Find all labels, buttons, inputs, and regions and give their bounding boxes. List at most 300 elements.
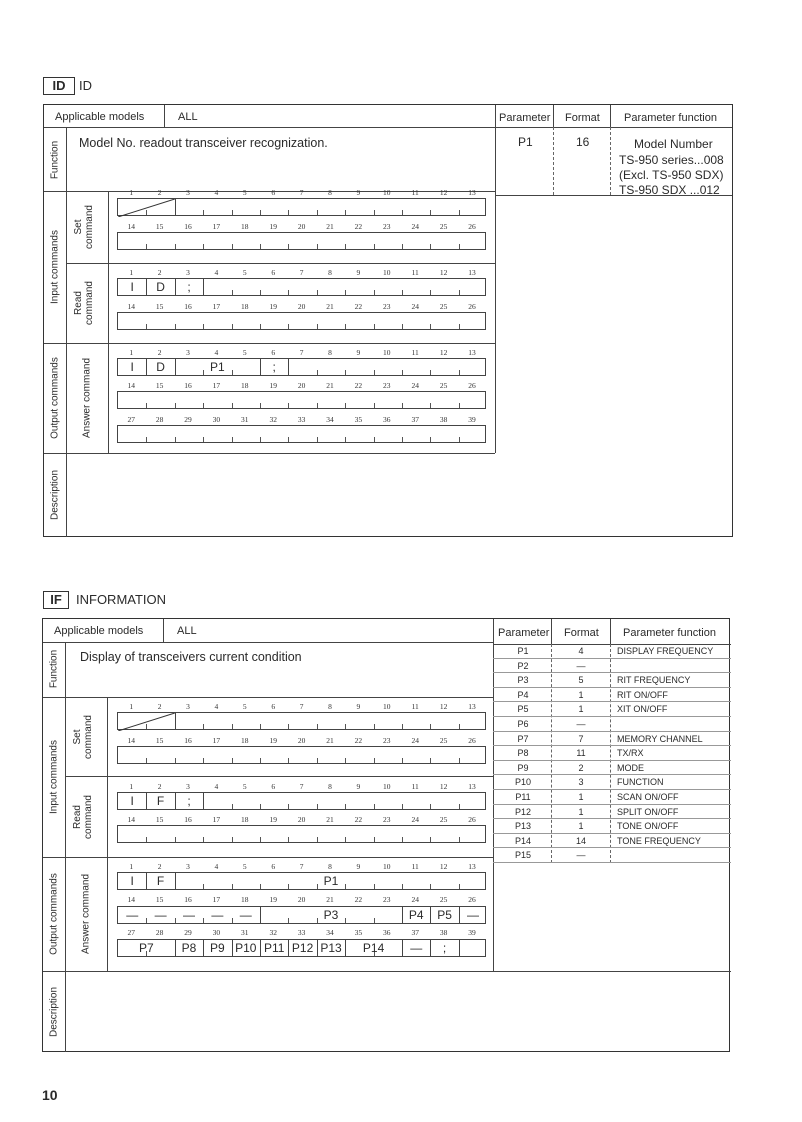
position-number: 9 <box>356 782 361 791</box>
position-number: 16 <box>184 302 192 311</box>
position-number: 12 <box>439 348 448 357</box>
param-function: FUNCTION <box>617 777 664 788</box>
position-number: 33 <box>297 928 306 937</box>
position-number: 29 <box>184 415 192 424</box>
parameter-row <box>493 805 731 820</box>
position-number: 20 <box>297 302 306 311</box>
param-format: 1 <box>578 821 584 832</box>
param-function-line: (Excl. TS-950 SDX) <box>619 168 724 182</box>
parameter-row <box>493 746 731 761</box>
position-number: 19 <box>269 381 277 390</box>
position-number: 11 <box>411 348 419 357</box>
position-number: 17 <box>212 381 221 390</box>
param-format: 16 <box>576 135 590 149</box>
position-number: 12 <box>439 782 448 791</box>
read-command-label: Read command <box>73 281 95 325</box>
position-number: 1 <box>129 188 134 197</box>
command-char-row <box>117 425 486 443</box>
position-number: 39 <box>468 415 476 424</box>
param-function: MODE <box>617 762 644 773</box>
command-char-row <box>117 825 486 843</box>
param-function: SPLIT ON/OFF <box>617 806 679 817</box>
param-name: P1 <box>517 646 529 656</box>
param-name: P4 <box>517 689 529 700</box>
position-number: 19 <box>269 222 277 231</box>
param-format: — <box>576 719 586 729</box>
position-number: 9 <box>356 702 361 711</box>
position-number: 22 <box>354 381 363 390</box>
id-title: ID <box>79 78 92 93</box>
read-command-label: Read command <box>72 795 94 839</box>
position-number: 11 <box>411 782 419 791</box>
param-name: P1 <box>518 135 533 149</box>
position-number: 8 <box>328 268 332 277</box>
position-number: 25 <box>439 895 448 904</box>
command-char: P4 <box>408 908 424 922</box>
param-format: — <box>576 660 586 671</box>
position-number: 17 <box>212 222 221 231</box>
position-number: 22 <box>354 302 363 311</box>
position-number: 35 <box>354 928 363 937</box>
param-function: DISPLAY FREQUENCY <box>617 646 714 656</box>
param-function-line: Model Number <box>634 137 713 151</box>
position-number: 30 <box>212 928 221 937</box>
position-number: 19 <box>269 302 277 311</box>
position-number: 10 <box>383 862 391 871</box>
position-number: 10 <box>383 702 391 711</box>
command-char-row <box>117 358 486 376</box>
position-number: 2 <box>157 782 162 791</box>
command-char: P7 <box>139 941 154 955</box>
command-char-row <box>117 198 486 216</box>
command-char: P8 <box>181 941 197 955</box>
position-number: 9 <box>356 862 361 871</box>
position-number: 2 <box>157 862 162 871</box>
position-number: 23 <box>383 302 391 311</box>
position-number: 21 <box>326 736 334 745</box>
position-number: 23 <box>383 381 391 390</box>
position-number: 21 <box>326 815 334 824</box>
position-number: 36 <box>383 415 391 424</box>
position-number: 37 <box>411 928 419 937</box>
command-char: — <box>410 941 423 955</box>
param-function: MEMORY CHANNEL <box>617 733 703 744</box>
position-number: 9 <box>356 348 361 357</box>
position-number: 26 <box>468 736 476 745</box>
param-name: P9 <box>517 762 529 773</box>
command-char-row <box>117 232 486 250</box>
position-number: 17 <box>212 895 221 904</box>
param-function: RIT FREQUENCY <box>617 675 691 686</box>
position-number: 18 <box>241 736 249 745</box>
position-number: 13 <box>468 782 476 791</box>
position-number: 15 <box>155 302 164 311</box>
param-function: TONE FREQUENCY <box>617 835 701 846</box>
position-number: 26 <box>468 815 476 824</box>
position-number: 16 <box>184 381 192 390</box>
parameter-row <box>493 732 731 747</box>
position-number: 13 <box>468 268 476 277</box>
param-name: P2 <box>517 660 529 671</box>
parameter-row <box>493 644 731 659</box>
parameter-row <box>493 702 731 717</box>
position-number: 3 <box>186 862 190 871</box>
position-number: 12 <box>439 188 448 197</box>
command-char: D <box>156 280 165 294</box>
position-number: 30 <box>212 415 221 424</box>
position-number: 23 <box>383 222 391 231</box>
description-label: Description <box>48 986 60 1038</box>
param-format: 4 <box>578 646 584 656</box>
position-number: 16 <box>184 895 192 904</box>
position-number: 18 <box>241 222 249 231</box>
applicable-models-value: ALL <box>178 111 198 123</box>
position-number: 7 <box>299 702 304 711</box>
command-char: — <box>467 908 479 922</box>
position-number: 1 <box>129 782 134 791</box>
parameter-row <box>493 717 731 732</box>
position-number: 31 <box>241 928 249 937</box>
param-name: P15 <box>514 850 531 861</box>
position-number: 26 <box>468 895 476 904</box>
position-number: 24 <box>411 302 419 311</box>
command-char: ; <box>272 360 276 374</box>
position-number: 11 <box>411 862 419 871</box>
position-number: 10 <box>383 268 391 277</box>
command-char: P14 <box>362 941 385 955</box>
param-format: 1 <box>578 792 584 802</box>
position-number: 2 <box>157 348 162 357</box>
position-number: 15 <box>155 222 164 231</box>
position-number: 38 <box>439 415 448 424</box>
command-char-row <box>117 712 486 730</box>
position-number: 14 <box>127 381 135 390</box>
format-header: Format <box>565 112 600 124</box>
command-char: P5 <box>437 908 452 922</box>
param-name: P7 <box>517 733 529 744</box>
position-number: 11 <box>411 188 419 197</box>
position-number: 8 <box>328 348 332 357</box>
command-char: I <box>130 360 134 374</box>
position-number: 7 <box>299 782 304 791</box>
parameter-function-header: Parameter function <box>623 627 716 639</box>
function-text: Display of transceivers current condition <box>80 650 302 664</box>
position-number: 10 <box>383 782 391 791</box>
position-number: 8 <box>328 702 332 711</box>
position-number: 6 <box>271 862 276 871</box>
command-char: I <box>130 874 134 888</box>
function-label: Function <box>49 140 61 180</box>
command-char: P1 <box>323 874 339 888</box>
position-number: 7 <box>299 188 304 197</box>
position-number: 24 <box>411 895 419 904</box>
position-number: 16 <box>184 736 192 745</box>
position-number: 36 <box>383 928 391 937</box>
position-number: 19 <box>269 815 277 824</box>
command-char-row <box>117 391 486 409</box>
position-number: 27 <box>127 928 135 937</box>
position-number: 18 <box>241 381 249 390</box>
answer-command-label: Answer command <box>81 357 93 439</box>
param-name: P10 <box>514 777 531 788</box>
param-format: 11 <box>576 748 586 759</box>
position-number: 6 <box>271 702 276 711</box>
command-char: F <box>156 874 165 888</box>
position-number: 1 <box>129 702 134 711</box>
position-number: 2 <box>157 268 162 277</box>
command-char: F <box>156 794 165 808</box>
param-format: 14 <box>575 835 586 846</box>
parameter-header: Parameter <box>499 112 551 124</box>
param-name: P8 <box>517 748 529 759</box>
parameter-row <box>493 688 731 703</box>
position-number: 25 <box>439 222 448 231</box>
command-char: ; <box>187 794 191 808</box>
position-number: 23 <box>383 815 391 824</box>
position-number: 6 <box>271 268 276 277</box>
position-number: 4 <box>214 702 219 711</box>
command-char: P10 <box>235 941 257 955</box>
position-number: 25 <box>439 381 448 390</box>
position-number: 4 <box>214 782 219 791</box>
param-name: P11 <box>515 792 531 802</box>
position-number: 27 <box>127 415 135 424</box>
position-number: 3 <box>186 268 190 277</box>
position-number: 5 <box>242 188 247 197</box>
function-text: Model No. readout transceiver recognization. <box>79 136 328 150</box>
position-number: 34 <box>326 415 334 424</box>
if-title: INFORMATION <box>76 592 167 607</box>
param-name: P3 <box>517 675 529 686</box>
param-name: P14 <box>514 835 531 846</box>
position-number: 32 <box>269 928 277 937</box>
position-number: 20 <box>297 222 306 231</box>
position-number: 28 <box>155 928 164 937</box>
position-number: 7 <box>299 348 304 357</box>
position-number: 4 <box>214 862 219 871</box>
parameter-row <box>493 659 731 674</box>
position-number: 4 <box>214 188 219 197</box>
position-number: 5 <box>242 782 247 791</box>
parameter-row <box>493 848 731 863</box>
command-char-row <box>117 792 486 810</box>
position-number: 33 <box>297 415 306 424</box>
position-number: 18 <box>241 302 249 311</box>
param-function-line: TS-950 SDX ...012 <box>619 183 720 197</box>
position-number: 25 <box>439 302 448 311</box>
position-number: 8 <box>328 188 332 197</box>
position-number: 7 <box>299 862 304 871</box>
parameter-row <box>493 834 731 849</box>
position-number: 14 <box>127 736 135 745</box>
position-number: 11 <box>411 702 419 711</box>
position-number: 13 <box>468 862 476 871</box>
position-number: 20 <box>297 736 306 745</box>
applicable-models-label: Applicable models <box>54 625 144 637</box>
function-label: Function <box>48 649 60 689</box>
param-function: TONE ON/OFF <box>617 821 679 832</box>
position-number: 38 <box>439 928 448 937</box>
param-format: 2 <box>578 762 584 773</box>
if-tag: IF <box>43 591 69 609</box>
command-char-row <box>117 746 486 764</box>
command-char: — <box>126 908 139 922</box>
parameter-function-header: Parameter function <box>624 112 717 124</box>
position-number: 5 <box>242 348 247 357</box>
parameter-list <box>493 644 731 863</box>
position-number: 20 <box>297 815 306 824</box>
position-number: 17 <box>212 302 221 311</box>
command-char: I <box>130 280 134 294</box>
input-commands-label: Input commands <box>49 230 61 304</box>
position-number: 5 <box>242 862 247 871</box>
position-number: 3 <box>186 702 190 711</box>
position-number: 21 <box>326 302 334 311</box>
output-commands-label: Output commands <box>48 873 60 955</box>
applicable-models-label: Applicable models <box>55 111 145 123</box>
position-number: 16 <box>184 222 192 231</box>
param-function: XIT ON/OFF <box>617 704 668 715</box>
position-number: 18 <box>241 895 249 904</box>
position-number: 29 <box>184 928 192 937</box>
position-number: 6 <box>271 348 276 357</box>
command-char: P9 <box>210 941 225 955</box>
position-number: 24 <box>411 815 419 824</box>
command-char-row <box>117 939 486 957</box>
answer-command-label: Answer command <box>80 873 92 955</box>
parameter-row <box>493 775 731 790</box>
param-format: 1 <box>578 689 584 700</box>
input-commands-label: Input commands <box>48 740 60 814</box>
position-number: 14 <box>127 222 135 231</box>
command-char: P12 <box>291 941 314 955</box>
command-char: — <box>211 908 224 922</box>
position-number: 10 <box>383 348 391 357</box>
param-function: TX/RX <box>617 748 644 759</box>
position-number: 20 <box>297 381 306 390</box>
position-number: 3 <box>186 348 190 357</box>
position-number: 12 <box>439 268 448 277</box>
position-number: 37 <box>411 415 419 424</box>
position-number: 9 <box>356 188 361 197</box>
position-number: 5 <box>242 702 247 711</box>
position-number: 26 <box>468 222 476 231</box>
position-number: 32 <box>269 415 277 424</box>
parameter-row <box>493 761 731 776</box>
position-number: 15 <box>155 381 164 390</box>
command-char-row <box>117 278 486 296</box>
param-name: P13 <box>514 821 531 832</box>
position-number: 7 <box>299 268 304 277</box>
description-label: Description <box>49 469 61 521</box>
position-number: 28 <box>155 415 164 424</box>
format-header: Format <box>564 627 599 639</box>
position-number: 15 <box>155 736 164 745</box>
set-command-label: Set command <box>73 205 95 249</box>
not-available-diagonal <box>118 713 175 731</box>
position-number: 14 <box>127 302 135 311</box>
position-number: 19 <box>269 895 277 904</box>
position-number: 18 <box>241 815 249 824</box>
command-char: ; <box>442 941 447 955</box>
param-function-line: TS-950 series...008 <box>619 153 724 167</box>
position-number: 13 <box>468 188 476 197</box>
position-number: 25 <box>439 736 448 745</box>
position-number: 22 <box>354 222 363 231</box>
position-number: 6 <box>271 188 276 197</box>
position-number: 13 <box>468 702 476 711</box>
position-number: 22 <box>354 815 363 824</box>
position-number: 16 <box>184 815 192 824</box>
position-number: 34 <box>326 928 334 937</box>
param-function: RIT ON/OFF <box>617 689 668 700</box>
param-format: — <box>576 850 586 861</box>
position-number: 13 <box>468 348 476 357</box>
param-format: 3 <box>578 777 584 788</box>
id-tag: ID <box>43 77 75 95</box>
position-number: 8 <box>328 862 332 871</box>
position-number: 19 <box>269 736 277 745</box>
position-number: 39 <box>468 928 476 937</box>
command-char: P3 <box>323 908 339 922</box>
command-char-row <box>117 906 486 924</box>
position-number: 4 <box>214 268 219 277</box>
position-number: 6 <box>271 782 276 791</box>
position-number: 24 <box>411 736 419 745</box>
position-number: 12 <box>439 702 448 711</box>
position-number: 23 <box>383 736 391 745</box>
parameter-header: Parameter <box>498 627 550 639</box>
command-char: D <box>156 360 165 374</box>
position-number: 8 <box>328 782 332 791</box>
applicable-models-value: ALL <box>177 625 197 637</box>
command-char: P1 <box>210 360 225 374</box>
output-commands-label: Output commands <box>49 357 61 439</box>
position-number: 20 <box>297 895 306 904</box>
position-number: 15 <box>155 815 164 824</box>
set-command-label: Set command <box>72 715 94 759</box>
command-char: — <box>154 908 167 922</box>
command-char: — <box>183 908 195 922</box>
parameter-row <box>493 819 731 834</box>
page-number: 10 <box>42 1087 58 1103</box>
position-number: 1 <box>129 268 134 277</box>
position-number: 2 <box>157 702 162 711</box>
position-number: 35 <box>354 415 363 424</box>
command-char: I <box>130 794 134 808</box>
position-number: 1 <box>129 862 134 871</box>
position-number: 14 <box>127 815 135 824</box>
command-char: P13 <box>320 941 342 955</box>
command-char-row <box>117 872 486 890</box>
position-number: 11 <box>411 268 419 277</box>
param-function: SCAN ON/OFF <box>617 792 679 802</box>
position-number: 21 <box>326 381 334 390</box>
position-number: 21 <box>326 222 334 231</box>
position-number: 24 <box>411 222 419 231</box>
position-number: 12 <box>439 862 448 871</box>
position-number: 17 <box>212 815 221 824</box>
position-number: 10 <box>383 188 391 197</box>
position-number: 2 <box>157 188 162 197</box>
position-number: 26 <box>468 381 476 390</box>
command-char: P11 <box>263 941 285 955</box>
param-name: P5 <box>517 704 529 715</box>
position-number: 24 <box>411 381 419 390</box>
position-number: 22 <box>354 895 363 904</box>
position-number: 3 <box>186 782 190 791</box>
parameter-row <box>493 790 731 805</box>
